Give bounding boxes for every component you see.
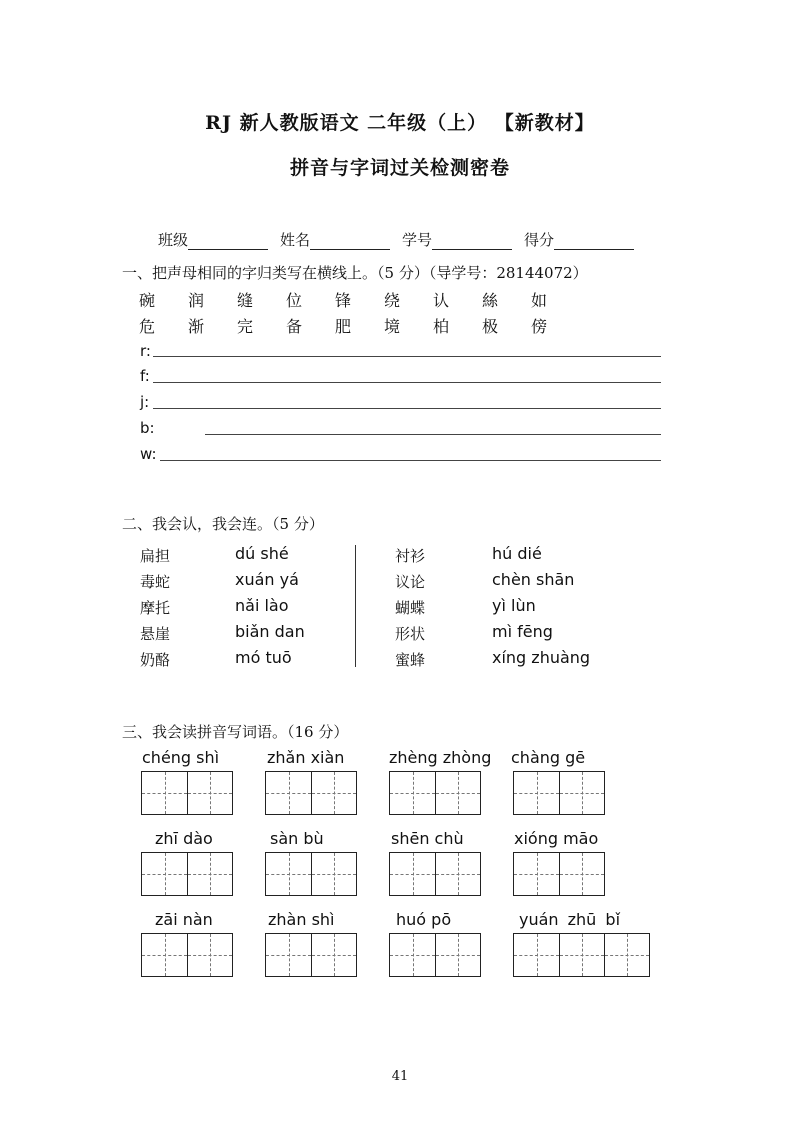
pinyin-prompt: chàng gē	[511, 748, 586, 767]
left-pinyin[interactable]: biǎn dan	[235, 622, 305, 641]
left-pinyin[interactable]: xuán yá	[235, 570, 299, 589]
pinyin-prompt: zāi nàn	[155, 910, 213, 929]
answer-line-b[interactable]	[205, 434, 661, 435]
section1-heading: 一、把声母相同的字归类写在横线上。（5 分）（导学号：28144072）	[122, 264, 588, 282]
line-label-b: b:	[140, 419, 155, 437]
answer-line-w[interactable]	[160, 460, 661, 461]
line-label-j: j:	[140, 393, 150, 411]
char: 润	[188, 291, 205, 310]
char: 傍	[531, 317, 548, 336]
class-label: 班级	[158, 231, 189, 249]
right-pinyin[interactable]: yì lùn	[492, 596, 536, 615]
right-word[interactable]: 形状	[395, 625, 426, 643]
writing-grid[interactable]	[265, 852, 357, 896]
pinyin-prompt: zhèng zhòng	[389, 748, 492, 767]
char: 絲	[482, 291, 499, 310]
left-pinyin[interactable]: dú shé	[235, 544, 289, 563]
answer-line-j[interactable]	[153, 408, 661, 409]
left-word[interactable]: 奶酪	[140, 651, 171, 669]
pinyin-prompt: chéng shì	[142, 748, 220, 767]
writing-grid[interactable]	[389, 852, 481, 896]
section3-heading: 三、我会读拼音写词语。（16 分）	[122, 723, 349, 741]
char: 肥	[335, 317, 352, 336]
name-label: 姓名	[280, 231, 311, 249]
number-label: 学号	[402, 231, 433, 249]
char: 极	[482, 317, 499, 336]
writing-grid[interactable]	[141, 852, 233, 896]
page-title: RJ 新人教版语文 二年级（上） 【新教材】	[205, 112, 595, 134]
writing-grid[interactable]	[141, 933, 233, 977]
pinyin-prompt: yuán zhū bǐ	[519, 910, 621, 929]
pinyin-prompt: huó pō	[396, 910, 452, 929]
char: 认	[433, 291, 450, 310]
left-pinyin[interactable]: mó tuō	[235, 648, 292, 667]
right-word[interactable]: 议论	[395, 573, 426, 591]
student-info-row	[158, 229, 646, 250]
page-number: 41	[391, 1069, 409, 1084]
writing-grid[interactable]	[513, 852, 605, 896]
char: 锋	[335, 291, 352, 310]
section2-heading: 二、我会认，我会连。（5 分）	[122, 515, 324, 533]
pinyin-prompt: zhàn shì	[268, 910, 335, 929]
left-pinyin[interactable]: nǎi lào	[235, 596, 289, 615]
writing-grid[interactable]	[141, 771, 233, 815]
char-row-1	[0, 288, 800, 310]
char: 危	[139, 317, 156, 336]
writing-grid[interactable]	[265, 771, 357, 815]
line-label-r: r:	[140, 342, 151, 360]
number-blank[interactable]	[432, 235, 512, 250]
column-divider	[355, 545, 356, 667]
line-label-w: w:	[140, 445, 157, 463]
page-subtitle: 拼音与字词过关检测密卷	[289, 157, 510, 179]
pinyin-prompt: zhī dào	[155, 829, 213, 848]
pinyin-prompt: sàn bù	[270, 829, 324, 848]
right-word[interactable]: 蜜蜂	[395, 651, 426, 669]
right-pinyin[interactable]: xíng zhuàng	[492, 648, 591, 667]
char: 柏	[433, 317, 450, 336]
char: 缝	[237, 291, 254, 310]
char: 备	[286, 317, 303, 336]
line-label-f: f:	[140, 367, 150, 385]
left-word[interactable]: 悬崖	[140, 625, 171, 643]
writing-grid[interactable]	[389, 933, 481, 977]
char: 境	[384, 317, 401, 336]
class-blank[interactable]	[188, 235, 268, 250]
char: 位	[286, 291, 303, 310]
pinyin-prompt: shēn chù	[391, 829, 464, 848]
char: 渐	[188, 317, 205, 336]
right-pinyin[interactable]: chèn shān	[492, 570, 575, 589]
answer-line-f[interactable]	[153, 382, 661, 383]
right-word[interactable]: 蝴蝶	[395, 599, 426, 617]
writing-grid[interactable]	[389, 771, 481, 815]
pinyin-prompt: zhǎn xiàn	[267, 748, 345, 767]
writing-grid[interactable]	[513, 771, 605, 815]
name-blank[interactable]	[310, 235, 390, 250]
pinyin-prompt: xióng māo	[514, 829, 599, 848]
right-pinyin[interactable]: hú dié	[492, 544, 542, 563]
right-pinyin[interactable]: mì fēng	[492, 622, 553, 641]
left-word[interactable]: 毒蛇	[140, 573, 171, 591]
char: 完	[237, 317, 254, 336]
char-row-2	[0, 314, 800, 336]
char: 如	[531, 291, 548, 310]
score-label: 得分	[524, 231, 555, 249]
writing-grid[interactable]	[513, 933, 650, 977]
left-word[interactable]: 扁担	[140, 547, 171, 565]
char: 碗	[139, 291, 156, 310]
answer-line-r[interactable]	[153, 356, 661, 357]
score-blank[interactable]	[554, 235, 634, 250]
char: 绕	[384, 291, 401, 310]
right-word[interactable]: 衬衫	[395, 547, 426, 565]
left-word[interactable]: 摩托	[140, 599, 171, 617]
writing-grid[interactable]	[265, 933, 357, 977]
